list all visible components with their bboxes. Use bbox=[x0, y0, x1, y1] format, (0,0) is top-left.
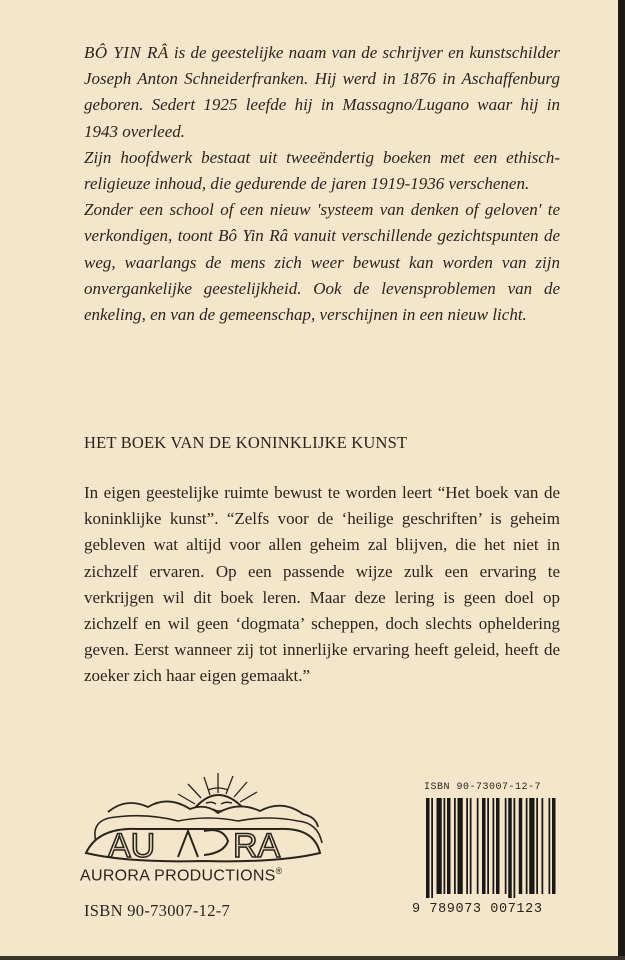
barcode-bar bbox=[526, 798, 528, 894]
isbn-text: ISBN 90-73007-12-7 bbox=[84, 901, 231, 920]
barcode-bar bbox=[493, 798, 495, 894]
barcode-bar bbox=[529, 798, 534, 894]
barcode-bar bbox=[514, 798, 516, 898]
barcode-bar bbox=[431, 798, 433, 898]
author-introduction bbox=[84, 40, 560, 328]
barcode-bar bbox=[549, 798, 551, 894]
barcode-bar bbox=[482, 798, 486, 894]
barcode-isbn-label: ISBN 90-73007-12-7 bbox=[424, 782, 542, 793]
barcode-bar bbox=[487, 798, 489, 894]
barcode-number: 9 789073 007123 bbox=[412, 902, 543, 917]
logo-letters-left: AU bbox=[108, 827, 156, 865]
registered-mark: ® bbox=[275, 866, 283, 876]
barcode-bar bbox=[542, 798, 544, 894]
barcode-bar bbox=[470, 798, 472, 894]
publisher-name bbox=[80, 866, 340, 885]
barcode-bar bbox=[458, 798, 463, 894]
barcode-bar bbox=[466, 798, 468, 894]
barcode-bar bbox=[536, 798, 538, 894]
barcode-bar bbox=[477, 798, 479, 894]
barcode-bar bbox=[496, 798, 500, 894]
barcode-bar bbox=[519, 798, 523, 894]
intro-paragraph-2: Zijn hoofdwerk bestaat uit tweeëndertig boeken met een ethisch-religieuze inhoud, die gedurende de jaren 1919-1936 verschenen. bbox=[84, 147, 560, 194]
barcode-bar bbox=[505, 798, 507, 894]
book-title-heading: HET BOEK VAN DE KONINKLIJKE KUNST bbox=[84, 433, 408, 452]
barcode-bar bbox=[454, 798, 456, 894]
barcode-bar bbox=[437, 798, 442, 894]
barcode-bar bbox=[552, 798, 556, 894]
ean-barcode bbox=[420, 782, 560, 898]
cover-edge-right bbox=[618, 0, 625, 960]
cover-edge-bottom bbox=[0, 956, 625, 960]
logo-letters-right: RA bbox=[233, 827, 281, 865]
book-description: In eigen geestelijke ruimte bewust te worden leert “Het boek van de koninklijke kunst”. “Zelfs voor de ‘heilige geschriften’ is geheim gebleven wat altijd voor allen geheim zal blijven, die het niet in zichzelf ervaren. Op een passende wijze zulk een ervaring te verkrijgen wil dit boek leren. Maar deze lering is geen doel op zichzelf en wil geen ‘dogmata’ scheppen, doch slechts opheldering geven. Eerst wanneer zij tot innerlijke ervaring heeft geleid, heeft de zoeker zich haar eigen gemaakt.” bbox=[84, 483, 560, 686]
barcode-bar bbox=[447, 798, 451, 894]
intro-paragraph-3: Zonder een school of een nieuw 'systeem van denken of geloven' te verkondigen, toont Bô Yin Râ vanuit verschillende gezichtspunten de weg, waarlangs de mens zich weer bewust kan worden van zijn onvergankelijke geestelijkheid. Ook de levensproblemen van de enkeling, en van de gemeenschap, verschijnen in een nieuw licht. bbox=[84, 200, 560, 325]
intro-paragraph-1 bbox=[84, 40, 560, 145]
barcode-bar bbox=[426, 798, 430, 898]
intro-paragraph-1-text: is de geestelijke naam van de schrijver en kunstschilder Joseph Anton Schneiderfranken. Hij werd in 1876 in Aschaffenburg geboren. Sedert 1925 leefde hij in Massagno/Lugano waar hij in 1943 overleed. bbox=[84, 43, 560, 141]
barcode-bar bbox=[444, 798, 446, 894]
barcode-bar bbox=[508, 798, 512, 898]
publisher-name-text: AURORA PRODUCTIONS bbox=[80, 867, 276, 885]
author-name: BÔ YIN RÂ bbox=[84, 43, 169, 62]
aurora-sunrise-logo bbox=[78, 757, 328, 867]
